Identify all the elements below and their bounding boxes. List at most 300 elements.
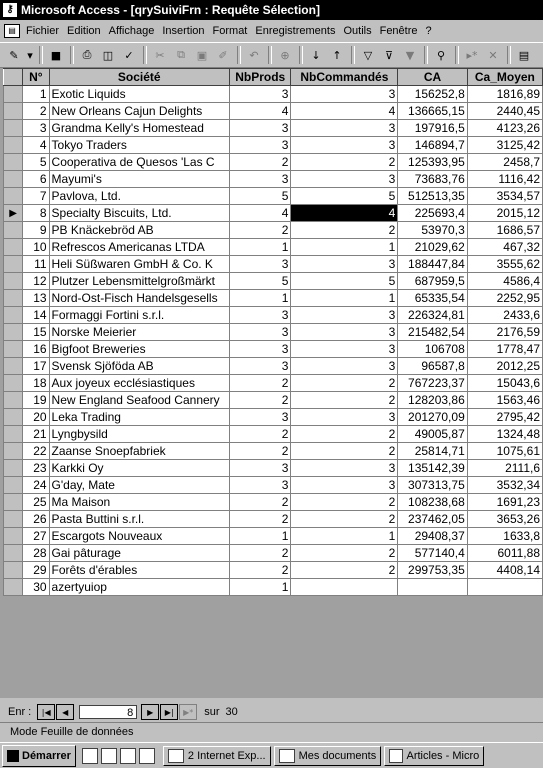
cell-nbprods[interactable]: 2 xyxy=(229,545,290,562)
spelling-icon[interactable]: ✓ xyxy=(124,48,134,62)
table-row[interactable] xyxy=(4,188,543,205)
taskbar-articles[interactable] xyxy=(384,746,484,766)
cell-ca-moyen[interactable]: 15043,6 xyxy=(467,375,542,392)
table-row[interactable] xyxy=(4,154,543,171)
start-button[interactable] xyxy=(2,745,76,767)
cell-num[interactable]: 28 xyxy=(23,545,49,562)
cell-nbcommandes[interactable]: 3 xyxy=(291,171,398,188)
first-record-button[interactable]: |◀ xyxy=(37,704,55,720)
table-row[interactable] xyxy=(4,426,543,443)
sort-descending-icon[interactable]: ↑ xyxy=(332,48,342,62)
cell-nbcommandes[interactable]: 2 xyxy=(291,154,398,171)
design-view-icon[interactable]: ✎ xyxy=(9,48,19,62)
cell-nbcommandes[interactable]: 3 xyxy=(291,120,398,137)
table-row[interactable] xyxy=(4,511,543,528)
cell-ca-moyen[interactable]: 1324,48 xyxy=(467,426,542,443)
cell-societe[interactable]: Tokyo Traders xyxy=(49,137,229,154)
cell-num[interactable]: 29 xyxy=(23,562,49,579)
cell-societe[interactable]: New Orleans Cajun Delights xyxy=(49,103,229,120)
row-selector[interactable] xyxy=(4,171,23,188)
cell-ca-moyen[interactable]: 2012,25 xyxy=(467,358,542,375)
cell-nbprods[interactable]: 3 xyxy=(229,137,290,154)
row-selector[interactable] xyxy=(4,103,23,120)
table-row[interactable] xyxy=(4,375,543,392)
cell-societe[interactable]: Nord-Ost-Fisch Handelsgesells xyxy=(49,290,229,307)
cell-nbcommandes[interactable]: 2 xyxy=(291,222,398,239)
cell-nbprods[interactable]: 1 xyxy=(229,239,290,256)
cell-nbcommandes[interactable]: 2 xyxy=(291,443,398,460)
cell-nbcommandes[interactable]: 3 xyxy=(291,358,398,375)
taskbar-button-label: Mes documents xyxy=(298,749,377,762)
cell-ca-moyen[interactable]: 1633,8 xyxy=(467,528,542,545)
cell-ca[interactable]: 135142,39 xyxy=(398,460,467,477)
database-window-icon[interactable]: ▤ xyxy=(518,48,530,62)
table-row[interactable] xyxy=(4,477,543,494)
cell-num[interactable]: 16 xyxy=(23,341,49,358)
quicklaunch-icon[interactable] xyxy=(82,748,98,764)
row-selector[interactable] xyxy=(4,290,23,307)
cut-icon[interactable]: ✂ xyxy=(155,48,165,62)
cell-ca-moyen[interactable]: 2795,42 xyxy=(467,409,542,426)
cell-num[interactable]: 20 xyxy=(23,409,49,426)
table-row[interactable] xyxy=(4,103,543,120)
table-row[interactable] xyxy=(4,494,543,511)
cell-ca-moyen[interactable]: 3653,26 xyxy=(467,511,542,528)
table-row[interactable] xyxy=(4,460,543,477)
cell-ca-moyen[interactable]: 4408,14 xyxy=(467,562,542,579)
select-all-corner[interactable] xyxy=(4,69,23,86)
cell-ca[interactable] xyxy=(398,579,467,596)
cell-nbprods[interactable]: 2 xyxy=(229,562,290,579)
table-row[interactable] xyxy=(4,392,543,409)
cell-nbcommandes[interactable]: 1 xyxy=(291,528,398,545)
cell-num[interactable]: 17 xyxy=(23,358,49,375)
cell-nbprods[interactable]: 2 xyxy=(229,375,290,392)
cell-ca[interactable]: 237462,05 xyxy=(398,511,467,528)
cell-ca-moyen[interactable]: 3125,42 xyxy=(467,137,542,154)
column-header-ca[interactable]: CA xyxy=(398,69,467,86)
column-header-nbprods[interactable]: NbProds xyxy=(229,69,290,86)
menu-enregistrements[interactable]: Enregistrements xyxy=(255,25,336,37)
toolbar-separator xyxy=(268,46,272,64)
cell-ca-moyen[interactable]: 2176,59 xyxy=(467,324,542,341)
table-row[interactable] xyxy=(4,341,543,358)
new-record-nav-button[interactable]: ▶* xyxy=(179,704,197,720)
cell-nbcommandes[interactable]: 3 xyxy=(291,409,398,426)
table-row[interactable] xyxy=(4,528,543,545)
cell-ca-moyen[interactable]: 6011,88 xyxy=(467,545,542,562)
cell-nbcommandes[interactable]: 2 xyxy=(291,375,398,392)
table-row[interactable] xyxy=(4,86,543,103)
cell-ca[interactable]: 299753,35 xyxy=(398,562,467,579)
table-row[interactable] xyxy=(4,256,543,273)
cell-ca-moyen[interactable]: 4123,26 xyxy=(467,120,542,137)
cell-ca-moyen[interactable]: 2433,6 xyxy=(467,307,542,324)
cell-societe[interactable]: Svensk Sjöföda AB xyxy=(49,358,229,375)
cell-nbcommandes[interactable]: 2 xyxy=(291,392,398,409)
cell-nbprods[interactable]: 1 xyxy=(229,290,290,307)
cell-nbprods[interactable]: 2 xyxy=(229,494,290,511)
cell-ca[interactable]: 307313,75 xyxy=(398,477,467,494)
cell-nbprods[interactable]: 2 xyxy=(229,511,290,528)
cell-nbcommandes[interactable]: 3 xyxy=(291,256,398,273)
row-selector[interactable] xyxy=(4,477,23,494)
cell-nbcommandes[interactable]: 1 xyxy=(291,290,398,307)
cell-num[interactable]: 9 xyxy=(23,222,49,239)
table-row[interactable] xyxy=(4,205,543,222)
cell-ca[interactable]: 25814,71 xyxy=(398,443,467,460)
cell-societe[interactable]: Pasta Buttini s.r.l. xyxy=(49,511,229,528)
format-painter-icon[interactable]: ✐ xyxy=(218,48,228,62)
cell-societe[interactable]: Lyngbysild xyxy=(49,426,229,443)
cell-societe[interactable]: Heli Süßwaren GmbH & Co. K xyxy=(49,256,229,273)
apply-filter-icon[interactable]: ▼ xyxy=(405,48,415,62)
table-row[interactable] xyxy=(4,273,543,290)
cell-num[interactable]: 25 xyxy=(23,494,49,511)
cell-ca-moyen[interactable]: 1116,42 xyxy=(467,171,542,188)
row-selector[interactable] xyxy=(4,239,23,256)
cell-num[interactable]: 24 xyxy=(23,477,49,494)
cell-nbcommandes[interactable] xyxy=(291,579,398,596)
cell-nbprods[interactable]: 3 xyxy=(229,256,290,273)
cell-num[interactable]: 8 xyxy=(23,205,49,222)
cell-ca-moyen[interactable]: 4586,4 xyxy=(467,273,542,290)
cell-societe[interactable]: Karkki Oy xyxy=(49,460,229,477)
row-selector[interactable] xyxy=(4,154,23,171)
cell-ca[interactable]: 108238,68 xyxy=(398,494,467,511)
cell-nbcommandes[interactable]: 3 xyxy=(291,86,398,103)
cell-nbprods[interactable]: 3 xyxy=(229,341,290,358)
cell-num[interactable]: 30 xyxy=(23,579,49,596)
table-row[interactable] xyxy=(4,222,543,239)
row-selector[interactable] xyxy=(4,358,23,375)
cell-num[interactable]: 11 xyxy=(23,256,49,273)
cell-nbcommandes[interactable]: 3 xyxy=(291,137,398,154)
table-row[interactable] xyxy=(4,171,543,188)
cell-ca[interactable]: 125393,95 xyxy=(398,154,467,171)
row-selector[interactable] xyxy=(4,324,23,341)
column-header-num[interactable]: N° xyxy=(23,69,49,86)
cell-nbcommandes[interactable]: 2 xyxy=(291,511,398,528)
cell-nbprods[interactable]: 4 xyxy=(229,103,290,120)
cell-societe[interactable]: Norske Meierier xyxy=(49,324,229,341)
filter-by-selection-icon[interactable]: ▽ xyxy=(363,48,373,62)
cell-num[interactable]: 27 xyxy=(23,528,49,545)
cell-societe[interactable]: Grandma Kelly's Homestead xyxy=(49,120,229,137)
cell-societe[interactable]: Gai pâturage xyxy=(49,545,229,562)
cell-ca[interactable]: 215482,54 xyxy=(398,324,467,341)
cell-ca-moyen[interactable]: 3534,57 xyxy=(467,188,542,205)
cell-ca-moyen[interactable]: 2111,6 xyxy=(467,460,542,477)
taskbar-mes-documents[interactable] xyxy=(274,746,382,766)
cell-ca[interactable]: 577140,4 xyxy=(398,545,467,562)
undo-icon[interactable]: ↶ xyxy=(249,48,259,62)
cell-nbprods[interactable]: 3 xyxy=(229,120,290,137)
cell-ca-moyen[interactable]: 1563,46 xyxy=(467,392,542,409)
table-row[interactable] xyxy=(4,239,543,256)
cell-nbprods[interactable]: 5 xyxy=(229,273,290,290)
cell-ca[interactable]: 73683,76 xyxy=(398,171,467,188)
cell-societe[interactable]: Formaggi Fortini s.r.l. xyxy=(49,307,229,324)
toolbar-separator xyxy=(455,46,459,64)
cell-ca[interactable]: 225693,4 xyxy=(398,205,467,222)
cell-societe[interactable]: Bigfoot Breweries xyxy=(49,341,229,358)
cell-num[interactable]: 5 xyxy=(23,154,49,171)
row-selector[interactable] xyxy=(4,273,23,290)
menu-fenetre[interactable]: Fenêtre xyxy=(379,25,418,37)
cell-nbprods[interactable]: 2 xyxy=(229,222,290,239)
cell-nbprods[interactable]: 3 xyxy=(229,460,290,477)
cell-num[interactable]: 6 xyxy=(23,171,49,188)
cell-ca[interactable]: 21029,62 xyxy=(398,239,467,256)
cell-num[interactable]: 15 xyxy=(23,324,49,341)
cell-num[interactable]: 4 xyxy=(23,137,49,154)
cell-ca-moyen[interactable]: 2458,7 xyxy=(467,154,542,171)
cell-num[interactable]: 1 xyxy=(23,86,49,103)
paste-icon[interactable]: ▣ xyxy=(196,48,208,62)
cell-nbprods[interactable]: 3 xyxy=(229,477,290,494)
table-row[interactable] xyxy=(4,409,543,426)
cell-societe[interactable]: Forêts d'érables xyxy=(49,562,229,579)
cell-societe[interactable]: Escargots Nouveaux xyxy=(49,528,229,545)
cell-num[interactable]: 18 xyxy=(23,375,49,392)
taskbar-internet-explorer[interactable] xyxy=(163,746,271,766)
table-row[interactable] xyxy=(4,562,543,579)
cell-nbcommandes[interactable]: 3 xyxy=(291,477,398,494)
cell-num[interactable]: 12 xyxy=(23,273,49,290)
row-selector[interactable] xyxy=(4,579,23,596)
cell-ca-moyen[interactable]: 1686,57 xyxy=(467,222,542,239)
table-row[interactable] xyxy=(4,443,543,460)
cell-ca[interactable]: 767223,37 xyxy=(398,375,467,392)
cell-num[interactable]: 2 xyxy=(23,103,49,120)
column-header-ca-moyen[interactable]: Ca_Moyen xyxy=(467,69,542,86)
cell-nbprods[interactable]: 3 xyxy=(229,171,290,188)
table-row[interactable] xyxy=(4,358,543,375)
cell-ca-moyen[interactable]: 2015,12 xyxy=(467,205,542,222)
cell-societe[interactable]: G'day, Mate xyxy=(49,477,229,494)
print-preview-icon[interactable]: ◫ xyxy=(102,48,114,62)
cell-ca[interactable]: 49005,87 xyxy=(398,426,467,443)
table-row[interactable] xyxy=(4,324,543,341)
cell-ca[interactable]: 146894,7 xyxy=(398,137,467,154)
channels-icon[interactable] xyxy=(139,748,155,764)
hyperlink-icon[interactable]: ⊕ xyxy=(280,48,290,62)
row-selector[interactable] xyxy=(4,409,23,426)
row-selector[interactable] xyxy=(4,256,23,273)
row-selector[interactable] xyxy=(4,528,23,545)
cell-ca[interactable]: 106708 xyxy=(398,341,467,358)
cell-nbcommandes[interactable]: 5 xyxy=(291,188,398,205)
cell-ca-moyen[interactable]: 467,32 xyxy=(467,239,542,256)
cell-nbcommandes[interactable]: 2 xyxy=(291,426,398,443)
menu-help[interactable]: ? xyxy=(425,25,432,37)
cell-nbcommandes[interactable]: 1 xyxy=(291,239,398,256)
dropdown-icon[interactable]: ▾ xyxy=(27,48,33,62)
filter-by-form-icon[interactable]: ⊽ xyxy=(384,48,394,62)
next-record-button[interactable]: ▶ xyxy=(141,704,159,720)
row-selector[interactable] xyxy=(4,494,23,511)
cell-societe[interactable]: Ma Maison xyxy=(49,494,229,511)
row-selector[interactable] xyxy=(4,460,23,477)
row-selector[interactable]: ▶ xyxy=(4,205,23,222)
browser-icon[interactable] xyxy=(101,748,117,764)
menu-format[interactable]: Format xyxy=(212,25,248,37)
toolbar-separator xyxy=(237,46,241,64)
cell-nbprods[interactable]: 2 xyxy=(229,154,290,171)
cell-ca[interactable]: 188447,84 xyxy=(398,256,467,273)
cell-nbprods[interactable]: 1 xyxy=(229,528,290,545)
cell-societe[interactable]: Mayumi's xyxy=(49,171,229,188)
cell-ca[interactable]: 136665,15 xyxy=(398,103,467,120)
cell-nbprods[interactable]: 4 xyxy=(229,205,290,222)
cell-nbcommandes[interactable]: 2 xyxy=(291,494,398,511)
cell-nbprods[interactable]: 3 xyxy=(229,324,290,341)
cell-num[interactable]: 19 xyxy=(23,392,49,409)
cell-num[interactable]: 3 xyxy=(23,120,49,137)
menu-affichage[interactable]: Affichage xyxy=(108,25,155,37)
cell-ca-moyen[interactable]: 2440,45 xyxy=(467,103,542,120)
delete-record-icon[interactable]: ✕ xyxy=(488,48,498,62)
cell-nbprods[interactable]: 1 xyxy=(229,579,290,596)
cell-ca[interactable]: 53970,3 xyxy=(398,222,467,239)
table-row[interactable] xyxy=(4,545,543,562)
cell-nbcommandes[interactable]: 2 xyxy=(291,545,398,562)
menu-edition[interactable]: Edition xyxy=(67,25,101,37)
cell-nbcommandes[interactable]: 3 xyxy=(291,460,398,477)
sort-ascending-icon[interactable]: ↓ xyxy=(311,48,321,62)
row-selector[interactable] xyxy=(4,511,23,528)
cell-ca[interactable]: 156252,8 xyxy=(398,86,467,103)
cell-ca[interactable]: 65335,54 xyxy=(398,290,467,307)
menu-fichier[interactable]: Fichier xyxy=(26,25,60,37)
cell-nbprods[interactable]: 3 xyxy=(229,409,290,426)
cell-nbprods[interactable]: 3 xyxy=(229,86,290,103)
cell-num[interactable]: 23 xyxy=(23,460,49,477)
cell-nbcommandes[interactable]: 3 xyxy=(291,341,398,358)
cell-societe[interactable]: Aux joyeux ecclésiastiques xyxy=(49,375,229,392)
cell-nbprods[interactable]: 3 xyxy=(229,358,290,375)
cell-societe[interactable]: Exotic Liquids xyxy=(49,86,229,103)
cell-num[interactable]: 7 xyxy=(23,188,49,205)
cell-societe[interactable]: Specialty Biscuits, Ltd. xyxy=(49,205,229,222)
cell-num[interactable]: 13 xyxy=(23,290,49,307)
menu-outils[interactable]: Outils xyxy=(343,25,372,37)
title-bar[interactable] xyxy=(0,0,543,20)
cell-ca-moyen[interactable]: 3555,62 xyxy=(467,256,542,273)
cell-ca-moyen[interactable]: 3532,34 xyxy=(467,477,542,494)
current-record-input[interactable]: 8 xyxy=(79,705,137,719)
cell-ca-moyen[interactable]: 2252,95 xyxy=(467,290,542,307)
cell-nbprods[interactable]: 2 xyxy=(229,392,290,409)
cell-ca[interactable]: 512513,35 xyxy=(398,188,467,205)
table-row[interactable] xyxy=(4,290,543,307)
row-selector[interactable] xyxy=(4,375,23,392)
row-selector[interactable] xyxy=(4,392,23,409)
column-header-nbcommandes[interactable]: NbCommandés xyxy=(291,69,398,86)
cell-num[interactable]: 26 xyxy=(23,511,49,528)
row-selector[interactable] xyxy=(4,222,23,239)
cell-ca[interactable]: 197916,5 xyxy=(398,120,467,137)
datasheet-grid xyxy=(3,68,543,596)
cell-ca-moyen[interactable]: 1075,61 xyxy=(467,443,542,460)
previous-record-button[interactable]: ◀ xyxy=(56,704,74,720)
column-header-societe[interactable]: Société xyxy=(49,69,229,86)
cell-nbprods[interactable]: 2 xyxy=(229,443,290,460)
cell-ca[interactable]: 687959,5 xyxy=(398,273,467,290)
cell-societe[interactable]: Leka Trading xyxy=(49,409,229,426)
cell-ca[interactable]: 96587,8 xyxy=(398,358,467,375)
table-row[interactable] xyxy=(4,307,543,324)
row-selector[interactable] xyxy=(4,188,23,205)
cell-societe[interactable]: Cooperativa de Quesos 'Las C xyxy=(49,154,229,171)
row-selector[interactable] xyxy=(4,341,23,358)
row-selector[interactable] xyxy=(4,545,23,562)
row-selector[interactable] xyxy=(4,120,23,137)
cell-societe[interactable]: New England Seafood Cannery xyxy=(49,392,229,409)
save-icon[interactable]: ■ xyxy=(50,48,62,62)
row-selector[interactable] xyxy=(4,307,23,324)
cell-ca[interactable]: 29408,37 xyxy=(398,528,467,545)
cell-nbcommandes[interactable]: 3 xyxy=(291,307,398,324)
cell-nbprods[interactable]: 5 xyxy=(229,188,290,205)
row-selector[interactable] xyxy=(4,562,23,579)
cell-nbcommandes[interactable]: 4 xyxy=(291,103,398,120)
cell-num[interactable]: 21 xyxy=(23,426,49,443)
cell-societe[interactable]: azertyuiop xyxy=(49,579,229,596)
menu-insertion[interactable]: Insertion xyxy=(162,25,205,37)
status-text: Mode Feuille de données xyxy=(10,725,134,738)
row-selector[interactable] xyxy=(4,443,23,460)
cell-nbcommandes[interactable]: 5 xyxy=(291,273,398,290)
cell-nbprods[interactable]: 2 xyxy=(229,426,290,443)
table-row[interactable] xyxy=(4,137,543,154)
cell-ca[interactable]: 226324,81 xyxy=(398,307,467,324)
cell-societe[interactable]: Refrescos Americanas LTDA xyxy=(49,239,229,256)
last-record-button[interactable]: ▶| xyxy=(160,704,178,720)
cell-ca-moyen[interactable]: 1816,89 xyxy=(467,86,542,103)
row-selector[interactable] xyxy=(4,137,23,154)
cell-nbcommandes[interactable]: 4 xyxy=(291,205,398,222)
cell-ca-moyen[interactable]: 1778,47 xyxy=(467,341,542,358)
desktop-icon[interactable] xyxy=(120,748,136,764)
cell-ca-moyen[interactable] xyxy=(467,579,542,596)
cell-societe[interactable]: Plutzer Lebensmittelgroßmärkt xyxy=(49,273,229,290)
print-icon[interactable]: ⎙ xyxy=(82,48,92,61)
cell-societe[interactable]: Pavlova, Ltd. xyxy=(49,188,229,205)
cell-ca[interactable]: 128203,86 xyxy=(398,392,467,409)
cell-nbprods[interactable]: 3 xyxy=(229,307,290,324)
menu-bar xyxy=(0,21,543,41)
cell-ca[interactable]: 201270,09 xyxy=(398,409,467,426)
cell-num[interactable]: 22 xyxy=(23,443,49,460)
cell-nbcommandes[interactable]: 3 xyxy=(291,324,398,341)
row-selector[interactable] xyxy=(4,426,23,443)
cell-societe[interactable]: Zaanse Snoepfabriek xyxy=(49,443,229,460)
cell-num[interactable]: 14 xyxy=(23,307,49,324)
new-record-icon[interactable]: ▸* xyxy=(466,48,478,62)
table-row[interactable] xyxy=(4,120,543,137)
cell-num[interactable]: 10 xyxy=(23,239,49,256)
cell-ca-moyen[interactable]: 1691,23 xyxy=(467,494,542,511)
find-icon[interactable]: ⚲ xyxy=(436,48,446,62)
table-row[interactable] xyxy=(4,579,543,596)
cell-nbcommandes[interactable]: 2 xyxy=(291,562,398,579)
cell-societe[interactable]: PB Knäckebröd AB xyxy=(49,222,229,239)
copy-icon[interactable]: ⧉ xyxy=(177,48,185,61)
row-selector[interactable] xyxy=(4,86,23,103)
document-icon[interactable]: ▤ xyxy=(4,24,20,38)
